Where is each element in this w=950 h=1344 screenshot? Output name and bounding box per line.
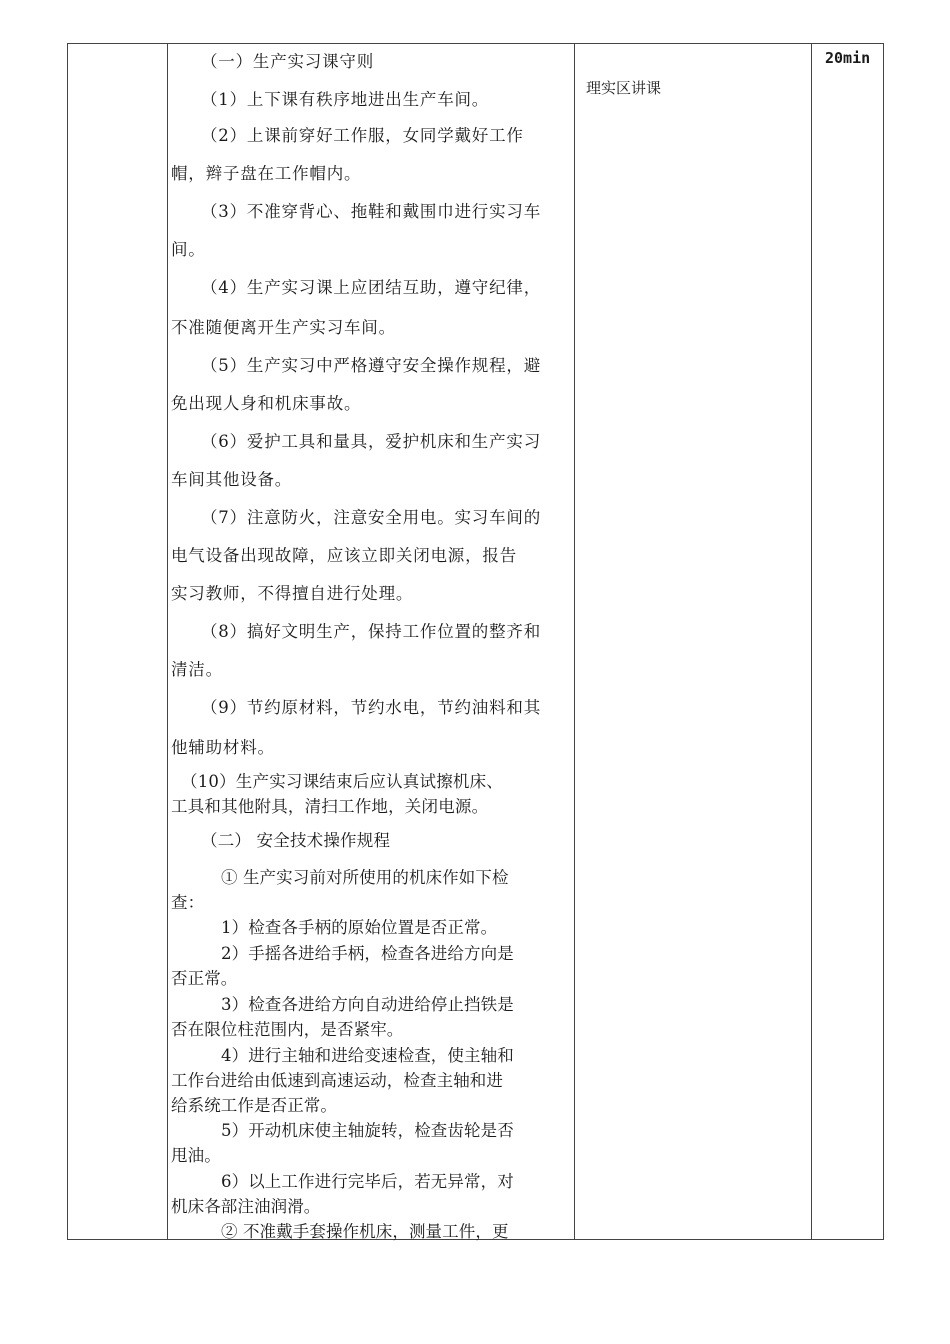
- content-line: 工作台进给由低速到高速运动，检查主轴和进: [171, 1071, 503, 1090]
- content-line: （6）爱护工具和量具，爱护机床和生产实习: [201, 432, 541, 451]
- time-allocation-cell: 20min: [825, 49, 871, 67]
- content-line: 5）开动机床使主轴旋转，检查齿轮是否: [221, 1121, 514, 1140]
- content-line: ② 不准戴手套操作机床，测量工件，更: [221, 1222, 509, 1241]
- column-divider: [167, 44, 168, 1239]
- content-line: （2）上课前穿好工作服，女同学戴好工作: [201, 126, 524, 145]
- content-line: 车间其他设备。: [171, 470, 293, 489]
- content-line: 电气设备出现故障，应该立即关闭电源，报告: [171, 546, 517, 565]
- content-line: 免出现人身和机床事故。: [171, 394, 362, 413]
- content-line: 6）以上工作进行完毕后，若无异常，对: [221, 1172, 514, 1191]
- content-line: （4）生产实习课上应团结互助，遵守纪律，: [201, 278, 541, 297]
- column-divider: [811, 44, 812, 1239]
- content-line: 1）检查各手柄的原始位置是否正常。: [221, 918, 498, 937]
- content-line: 查：: [171, 893, 205, 912]
- content-line: 否正常。: [171, 969, 238, 988]
- lesson-plan-table: [67, 43, 884, 1240]
- content-line: （一）生产实习课守则: [201, 52, 374, 71]
- content-line: 工具和其他附具，清扫工作地，关闭电源。: [171, 797, 489, 816]
- column-divider: [574, 44, 575, 1239]
- content-line: 甩油。: [171, 1146, 221, 1165]
- content-line: 不准随便离开生产实习车间。: [171, 318, 396, 337]
- content-line: 否在限位柱范围内，是否紧牢。: [171, 1020, 404, 1039]
- content-line: 机床各部注油润滑。: [171, 1197, 321, 1216]
- content-line: 3）检查各进给方向自动进给停止挡铁是: [221, 995, 514, 1014]
- content-line: （3）不准穿背心、拖鞋和戴围巾进行实习车: [201, 202, 541, 221]
- section-heading: （二） 安全技术操作规程: [201, 831, 391, 850]
- content-line: 给系统工作是否正常。: [171, 1096, 337, 1115]
- content-line: （5）生产实习中严格遵守安全操作规程，避: [201, 356, 541, 375]
- content-line: 4）进行主轴和进给变速检查，使主轴和: [221, 1046, 514, 1065]
- content-line: ① 生产实习前对所使用的机床作如下检: [221, 868, 509, 887]
- content-line: （9）节约原材料，节约水电，节约油料和其: [201, 698, 541, 717]
- content-line: 帽，辫子盘在工作帽内。: [171, 164, 362, 183]
- teaching-method-cell: 理实区讲课: [586, 79, 662, 97]
- content-line: 清洁。: [171, 660, 223, 679]
- content-line: （10）生产实习课结束后应认真试擦机床、: [181, 772, 503, 791]
- content-line: （8）搞好文明生产，保持工作位置的整齐和: [201, 622, 541, 641]
- content-line: （7）注意防火，注意安全用电。实习车间的: [201, 508, 541, 527]
- content-line: 间。: [171, 240, 206, 259]
- content-line: 实习教师，不得擅自进行处理。: [171, 584, 414, 603]
- content-line: （1）上下课有秩序地进出生产车间。: [201, 90, 490, 109]
- content-line: 2）手摇各进给手柄，检查各进给方向是: [221, 944, 514, 963]
- content-line: 他辅助材料。: [171, 738, 275, 757]
